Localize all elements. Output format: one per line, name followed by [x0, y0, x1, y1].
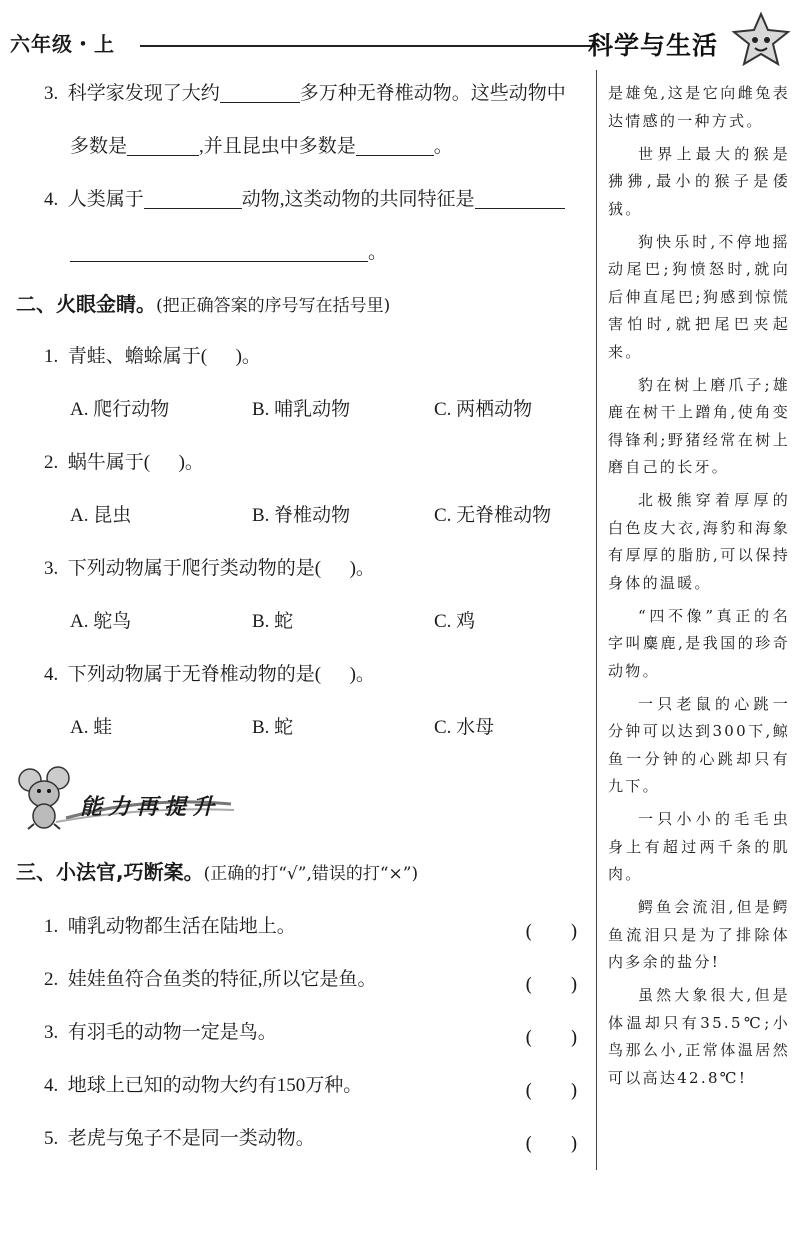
sidebar-facts — [608, 80, 790, 1098]
fact-item: 世界上最大的猴是狒狒,最小的猴子是倭狨。 — [608, 144, 790, 218]
s3-q4: 4. 地球上已知的动物大约有150万种。 — [44, 1075, 363, 1096]
s3-q5: 5. 老虎与兔子不是同一类动物。 — [44, 1128, 315, 1149]
answer-parens[interactable]: ( ) — [525, 1027, 578, 1049]
answer-parens[interactable]: ( ) — [525, 921, 578, 943]
page-title: 科学与生活 — [588, 31, 719, 60]
s2-q1-option-a: A. 爬行动物 — [70, 399, 170, 420]
section2-heading: 二、火眼金睛。(把正确答案的序号写在括号里) — [16, 292, 391, 316]
s2-q2-option-b: B. 脊椎动物 — [252, 505, 351, 526]
star-mascot-icon — [728, 10, 794, 70]
fact-item: 狗快乐时,不停地摇动尾巴;狗愤怒时,就向后伸直尾巴;狗感到惊慌害怕时,就把尾巴夹起来。 — [608, 232, 790, 361]
s3-q1: 1. 哺乳动物都生活在陆地上。 — [44, 916, 296, 937]
s2-q1: 1. 青蛙、蟾蜍属于( )。 — [44, 346, 261, 367]
answer-blank[interactable] — [220, 84, 300, 103]
section3-heading: 三、小法官,巧断案。(正确的打“√”,错误的打“×”) — [16, 860, 419, 884]
s2-q3-option-c: C. 鸡 — [434, 611, 476, 632]
s2-q4-option-c: C. 水母 — [434, 717, 495, 738]
answer-parens[interactable]: ( ) — [525, 1080, 578, 1102]
s2-q2-option-a: A. 昆虫 — [70, 505, 132, 526]
fact-item: 北极熊穿着厚厚的白色皮大衣,海豹和海象有厚厚的脂肪,可以保持身体的温暖。 — [608, 491, 790, 592]
s3-q2: 2. 娃娃鱼符合鱼类的特征,所以它是鱼。 — [44, 969, 377, 990]
banner-title: 能力再提升 — [80, 794, 221, 820]
s2-q3-option-a: A. 鸵鸟 — [70, 611, 132, 632]
s2-q4: 4. 下列动物属于无脊椎动物的是( )。 — [44, 664, 375, 685]
fill-q3-line2: 多数是 ,并且昆虫中多数是 。 — [70, 136, 453, 157]
s2-q4-option-b: B. 蛇 — [252, 717, 294, 738]
header-rule — [140, 45, 595, 47]
s2-q4-option-a: A. 蛙 — [70, 717, 113, 738]
answer-parens[interactable]: ( ) — [525, 974, 578, 996]
fill-q4-line2: 。 — [70, 243, 387, 262]
s2-q2: 2. 蜗牛属于( )。 — [44, 452, 204, 473]
fact-item: 一只老鼠的心跳一分钟可以达到300下,鲸鱼一分钟的心跳却只有九下。 — [608, 694, 790, 795]
answer-blank[interactable] — [70, 243, 368, 262]
answer-blank[interactable] — [127, 137, 199, 156]
s2-q3: 3. 下列动物属于爬行类动物的是( )。 — [44, 558, 375, 579]
fill-q4-line1: 4. 人类属于 动物,这类动物的共同特征是 — [44, 190, 565, 209]
fill-q3-line1: 3. 科学家发现了大约 多万种无脊椎动物。这些动物中 — [44, 83, 566, 104]
fact-item: “四不像”真正的名字叫麋鹿,是我国的珍奇动物。 — [608, 606, 790, 680]
s2-q1-option-b: B. 哺乳动物 — [252, 399, 351, 420]
grade-label: 六年级・上 — [10, 32, 115, 56]
s3-q3: 3. 有羽毛的动物一定是鸟。 — [44, 1022, 277, 1043]
fact-item: 是雄兔,这是它向雌兔表达情感的一种方式。 — [608, 84, 790, 130]
fact-item: 一只小小的毛毛虫身上有超过两千条的肌肉。 — [608, 810, 790, 883]
answer-parens[interactable]: ( ) — [525, 1133, 578, 1155]
s2-q3-option-b: B. 蛇 — [252, 611, 294, 632]
s2-q2-option-c: C. 无脊椎动物 — [434, 505, 552, 526]
answer-blank[interactable] — [475, 190, 565, 209]
fact-item: 虽然大象很大,但是体温却只有35.5℃;小鸟那么小,正常体温居然可以高达42.8℃! — [608, 986, 790, 1087]
column-divider — [596, 70, 597, 1170]
fact-item: 豹在树上磨爪子;雄鹿在树干上蹭角,使角变得锋利;野猪经常在树上磨自己的长牙。 — [608, 375, 790, 476]
answer-blank[interactable] — [144, 190, 242, 209]
answer-blank[interactable] — [356, 137, 434, 156]
fact-item: 鳄鱼会流泪,但是鳄鱼流泪只是为了排除体内多余的盐分! — [608, 898, 790, 971]
s2-q1-option-c: C. 两栖动物 — [434, 399, 533, 420]
